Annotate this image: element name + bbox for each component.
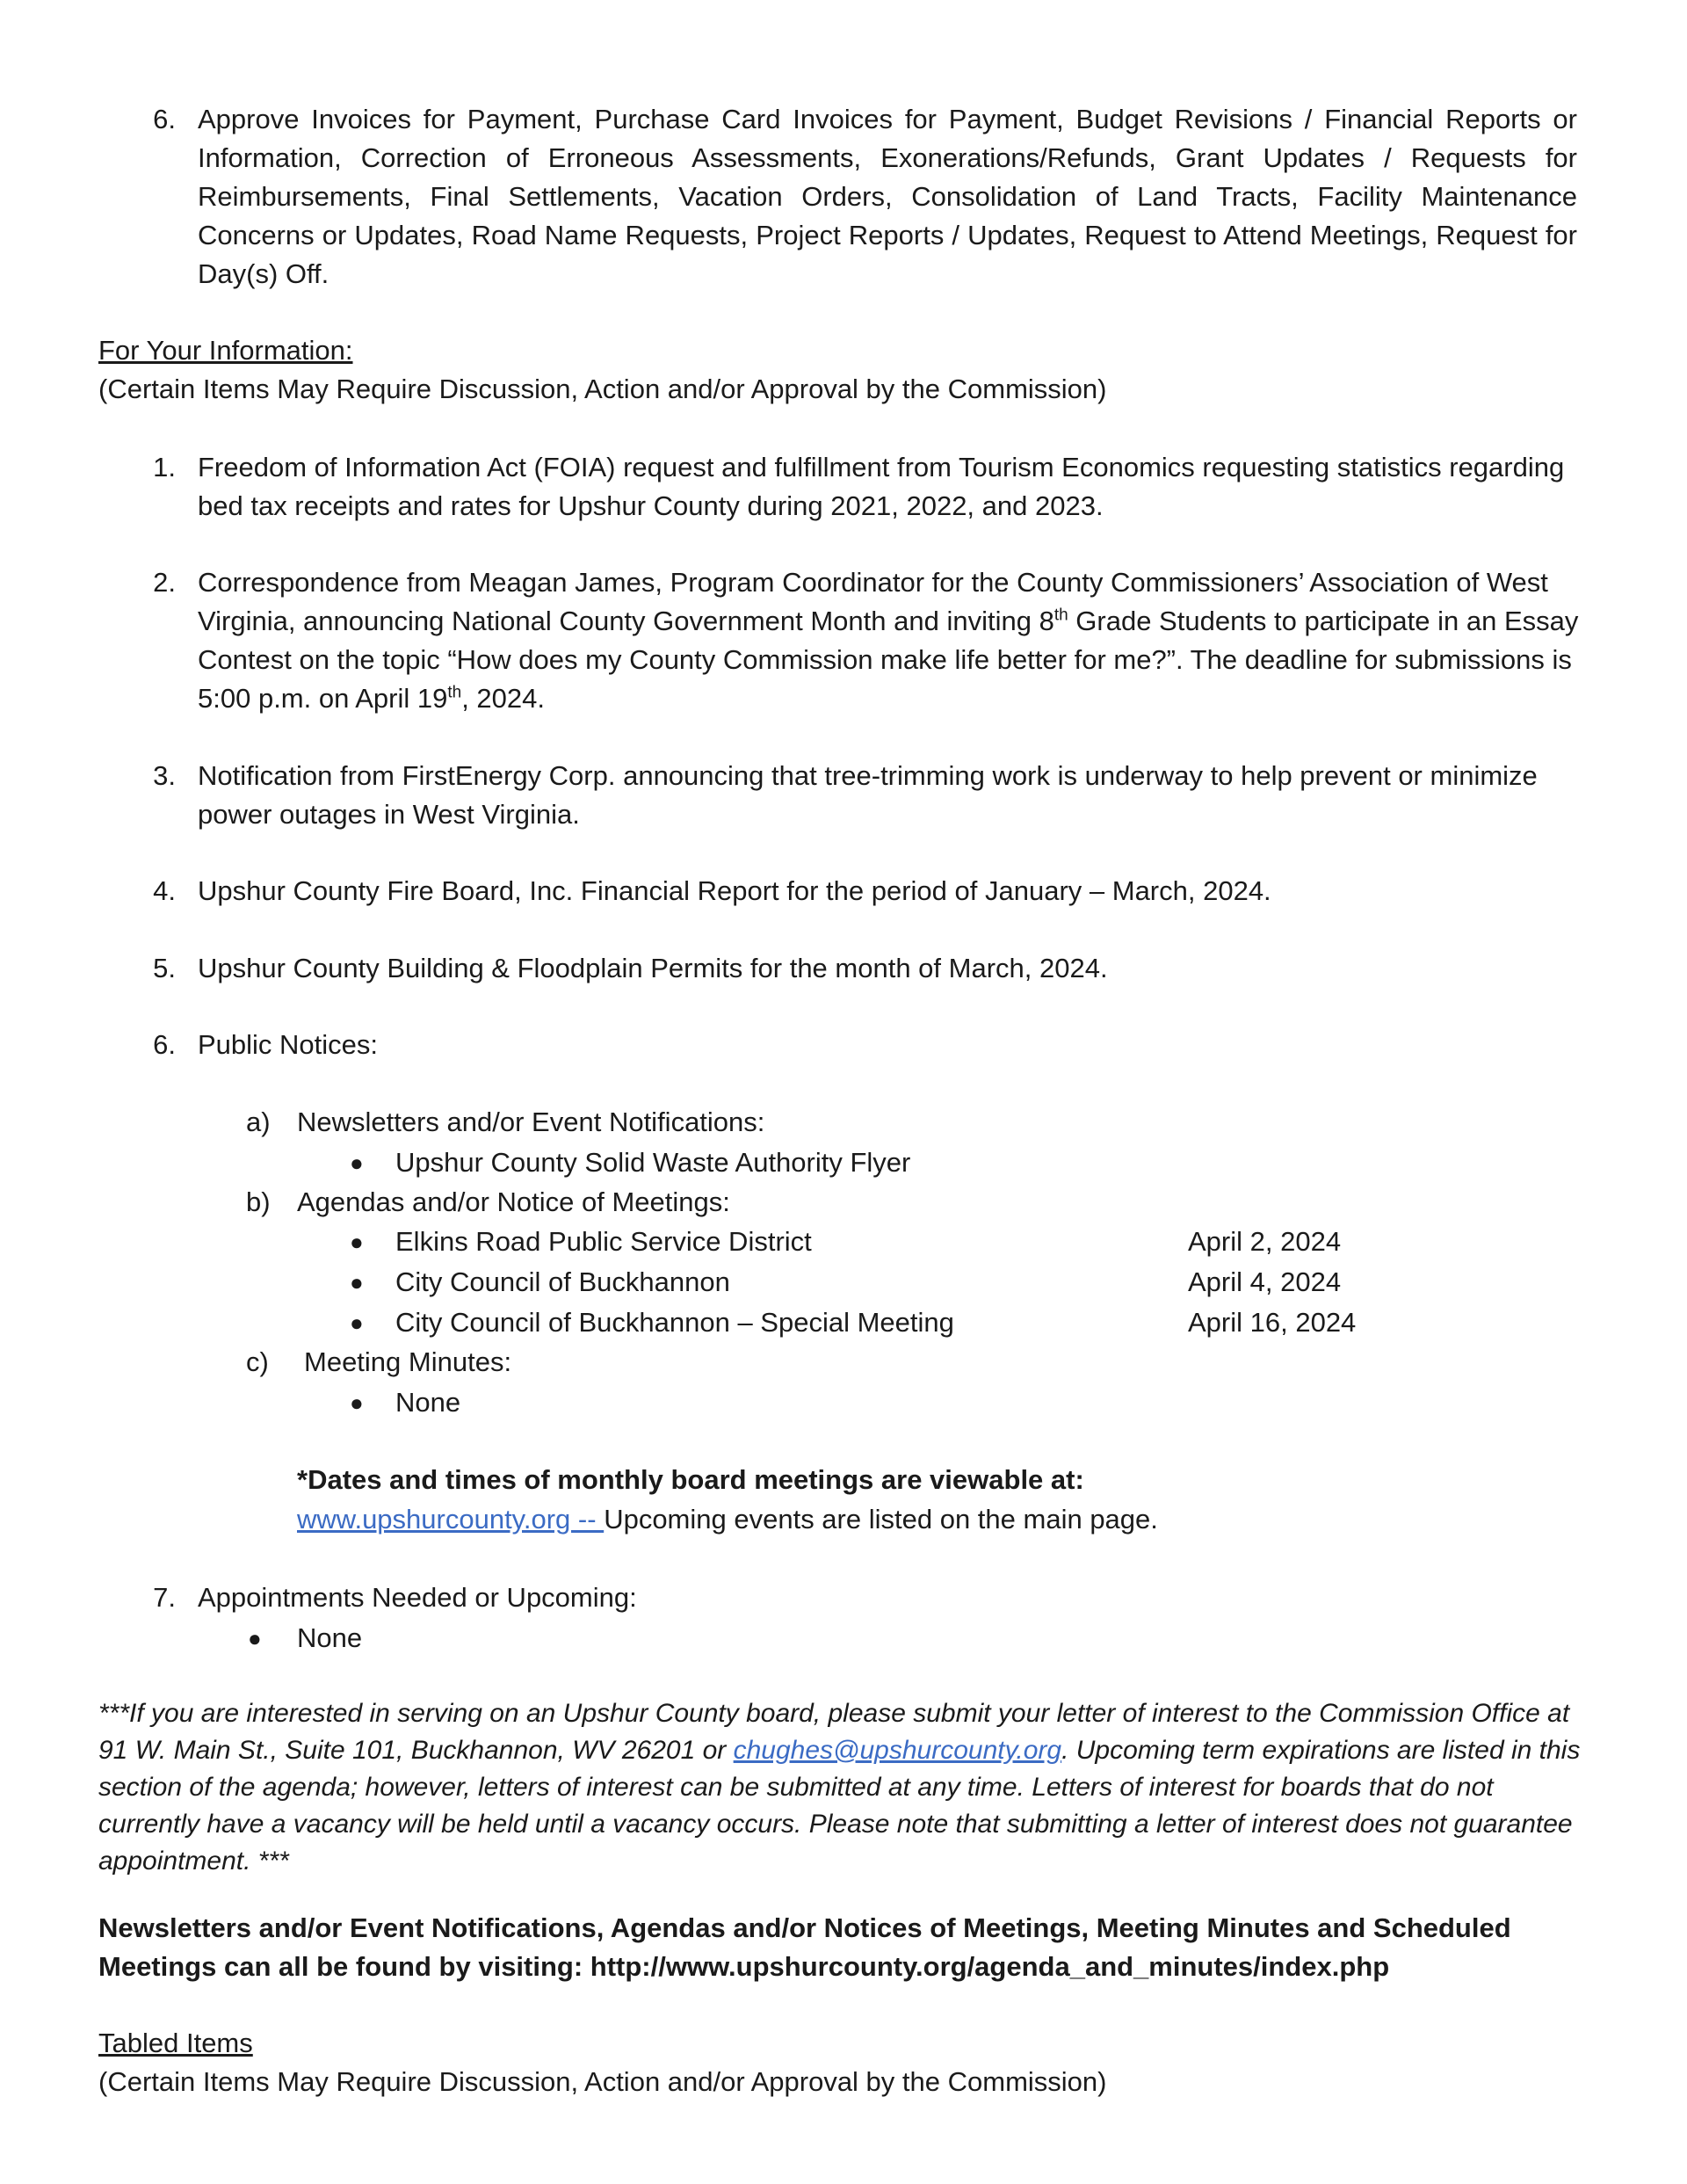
agendas-title: Agendas and/or Notice of Meetings:: [297, 1186, 730, 1217]
item-number: 6.: [153, 104, 176, 134]
item-number: 1.: [153, 452, 176, 483]
fyi-heading: For Your Information:: [98, 335, 353, 366]
item-number: 2.: [153, 567, 176, 598]
meeting-name: Elkins Road Public Service District: [395, 1226, 812, 1257]
bullet: ●: [350, 1389, 364, 1416]
newsletters-title: Newsletters and/or Event Notifications:: [297, 1107, 765, 1137]
meeting-date: April 16, 2024: [1188, 1307, 1357, 1338]
fyi-subheading: (Certain Items May Require Discussion, Action and/or Approval by the Commission): [98, 374, 1107, 404]
item-number: 3.: [153, 760, 176, 791]
tabled-heading: Tabled Items: [98, 2028, 253, 2058]
meetings-note-link-line: www.upshurcounty.org -- Upcoming events are listed on the main page.: [297, 1504, 1158, 1535]
bullet: ●: [350, 1229, 364, 1255]
sub-label: a): [246, 1107, 271, 1137]
bullet: ●: [350, 1310, 364, 1336]
meeting-name: City Council of Buckhannon – Special Meeting: [395, 1307, 954, 1338]
item-number: 5.: [153, 953, 176, 983]
item-number: 7.: [153, 1582, 176, 1613]
sub-label: b): [246, 1186, 271, 1217]
bullet: ●: [248, 1625, 262, 1651]
appointments-title: Appointments Needed or Upcoming:: [198, 1582, 637, 1613]
fyi-item-foia: Freedom of Information Act (FOIA) request and fulfillment from Tourism Economics requesting statistics regarding bed tax receipts and rates for Upshur County during 2021, 2022, and 2023.: [198, 452, 1565, 521]
fyi-item-firstenergy: Notification from FirstEnergy Corp. announcing that tree-trimming work is underway to help prevent or minimize power outages in West Virginia.: [198, 760, 1538, 830]
fyi-item-public-notices: Public Notices:: [198, 1029, 379, 1060]
fyi-item-fire-board: Upshur County Fire Board, Inc. Financial Report for the period of January – March, 2024.: [198, 875, 1271, 906]
tabled-subheading: (Certain Items May Require Discussion, Action and/or Approval by the Commission): [98, 2066, 1107, 2097]
item-number: 4.: [153, 875, 176, 906]
meeting-date: April 4, 2024: [1188, 1266, 1342, 1297]
item-number: 6.: [153, 1029, 176, 1060]
fyi-item-permits: Upshur County Building & Floodplain Permits for the month of March, 2024.: [198, 953, 1108, 983]
fyi-item-correspondence: Correspondence from Meagan James, Program Coordinator for the County Commissioners’ Association of West Virginia, announcing National County Government Month and inviting 8th Grade Students to participate in an Essay Contest on the topic “How does my County Commission make life better for me?”. The deadline for submissions is 5:00 p.m. on April 19th, 2024.: [198, 567, 1579, 714]
appointments-item: None: [297, 1622, 363, 1653]
meetings-note: *Dates and times of monthly board meetings are viewable at:: [297, 1464, 1084, 1495]
minutes-title: Meeting Minutes:: [304, 1346, 512, 1377]
bullet: ●: [350, 1269, 364, 1295]
email-link[interactable]: chughes@upshurcounty.org: [733, 1736, 1062, 1765]
meeting-date: April 2, 2024: [1188, 1226, 1342, 1257]
website-link[interactable]: www.upshurcounty.org --: [297, 1504, 605, 1535]
links-notice: Newsletters and/or Event Notifications, Agendas and/or Notices of Meetings, Meeting Minutes and Scheduled Meetings can all be found by visiting: http://www.upshurcounty.org/agenda_and_minutes/index.php: [98, 1912, 1511, 1982]
newsletter-item: Upshur County Solid Waste Authority Flyer: [395, 1147, 911, 1178]
sub-label: c): [246, 1346, 269, 1377]
board-interest-notice: ***If you are interested in serving on an Upshur County board, please submit your letter of interest to the Commission Office at 91 W. Main St., Suite 101, Buckhannon, WV 26201 or chughes@upshurcounty.org. Upcoming term expirations are listed in this section of the agenda; however, letters of interest can be submitted at any time. Letters of interest for boards that do not currently have a vacancy will be held until a vacancy occurs. Please note that submitting a letter of interest does not guarantee appointment. ***: [98, 1699, 1581, 1876]
bullet: ●: [350, 1150, 364, 1176]
approval-item-text: Approve Invoices for Payment, Purchase Card Invoices for Payment, Budget Revisions / Financial Reports or Information, Correction of Erroneous Assessments, Exonerations/Refunds, Grant Updates / Requests for Reimbursements, Final Settlements, Vacation Orders, Consolidation of Land Tracts, Facility Maintenance Concerns or Updates, Road Name Requests, Project Reports / Updates, Request to Attend Meetings, Request for Day(s) Off.: [198, 104, 1577, 289]
minutes-item: None: [395, 1387, 461, 1418]
meeting-name: City Council of Buckhannon: [395, 1266, 730, 1297]
